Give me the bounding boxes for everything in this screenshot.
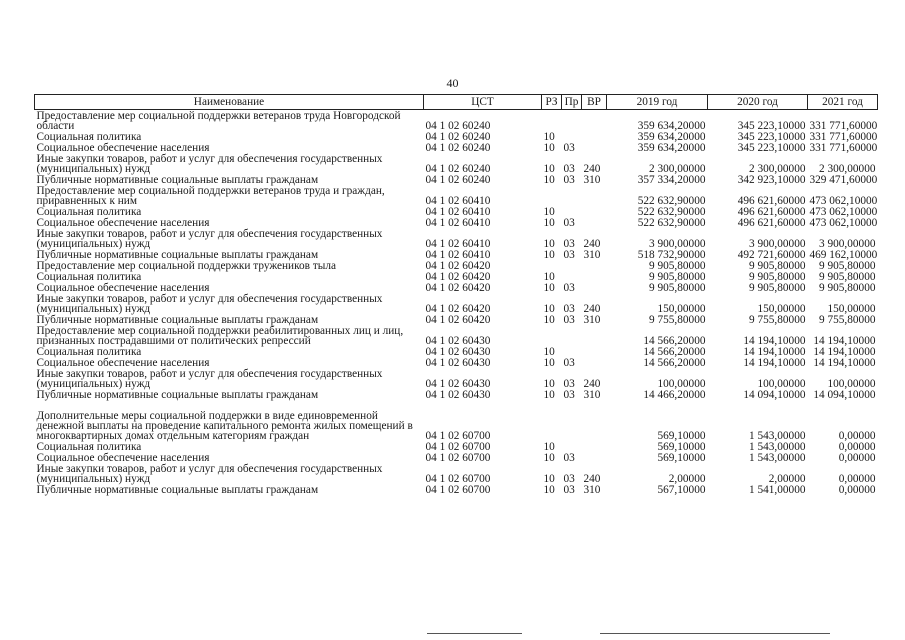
cell-amount-2020: 1 541,00000 <box>749 484 806 496</box>
cell-name: Публичные нормативные социальные выплаты гражданам <box>36 484 319 496</box>
cell-amount-2021: 100,00000 <box>827 378 876 390</box>
cell-pr: 03 <box>563 174 575 186</box>
cell-pr: 03 <box>563 452 575 464</box>
cell-pr: 03 <box>563 357 575 369</box>
header-2019: 2019 год <box>607 95 708 110</box>
cell-vr <box>582 282 607 293</box>
cell-amount-2021: 331 771,60000 <box>809 142 878 154</box>
cell-vr <box>582 142 607 153</box>
cell-name: Социальная политика <box>36 131 142 143</box>
header-2020: 2020 год <box>708 95 808 110</box>
cell-amount-2019: 522 632,90000 <box>637 217 706 229</box>
cell-rz: 10 <box>543 282 555 294</box>
table-row <box>35 400 878 441</box>
cell-amount-2021: 9 905,80000 <box>819 271 876 283</box>
cell-vr: 240 <box>583 473 601 485</box>
cell-amount-2019: 9 905,80000 <box>649 271 706 283</box>
cell-rz: 10 <box>543 303 555 315</box>
table-row <box>35 131 878 142</box>
table-row <box>35 206 878 217</box>
cell-amount-2021: 14 194,10000 <box>813 346 876 358</box>
cell-amount-2020: 496 621,60000 <box>737 195 806 207</box>
cell-rz: 10 <box>543 452 555 464</box>
cell-cst: 04 1 02 60420 <box>425 303 491 315</box>
cell-amount-2019: 522 632,90000 <box>637 195 706 207</box>
cell-pr: 03 <box>563 303 575 315</box>
cell-amount-2020: 345 223,10000 <box>737 142 806 154</box>
cell-pr <box>562 325 582 346</box>
cell-name: Социальное обеспечение населения <box>36 282 210 294</box>
cell-amount-2019: 14 566,20000 <box>643 335 706 347</box>
cell-amount-2021: 0,00000 <box>838 430 876 442</box>
cell-amount-2021: 9 755,80000 <box>819 314 876 326</box>
cell-amount-2020: 9 905,80000 <box>749 271 806 283</box>
table-row <box>35 368 878 389</box>
cell-rz: 10 <box>543 314 555 326</box>
cell-amount-2019: 150,00000 <box>657 303 706 315</box>
cell-amount-2020: 2 300,00000 <box>749 163 806 175</box>
cell-rz: 10 <box>543 142 555 154</box>
cell-name: Предоставление мер социальной поддержки ветеранов труда Новгородской области <box>36 110 401 132</box>
cell-rz <box>542 185 562 206</box>
cell-cst: 04 1 02 60430 <box>425 357 491 369</box>
header-cst: ЦСТ <box>424 95 542 110</box>
cell-amount-2020: 345 223,10000 <box>737 131 806 143</box>
cell-name: Публичные нормативные социальные выплаты гражданам <box>36 249 319 261</box>
table-row <box>35 357 878 368</box>
cell-amount-2020: 496 621,60000 <box>737 217 806 229</box>
cell-rz: 10 <box>543 484 555 496</box>
cell-amount-2020: 100,00000 <box>757 378 806 390</box>
cell-pr: 03 <box>563 249 575 261</box>
table-row <box>35 260 878 271</box>
cell-rz <box>542 325 562 346</box>
cell-cst: 04 1 02 60430 <box>425 389 491 401</box>
cell-amount-2019: 100,00000 <box>657 378 706 390</box>
cell-rz: 10 <box>543 271 555 283</box>
cell-amount-2019: 518 732,90000 <box>637 249 706 261</box>
cell-vr <box>582 271 607 282</box>
cell-amount-2019: 2,00000 <box>668 473 706 485</box>
cell-cst: 04 1 02 60240 <box>425 142 491 154</box>
header-2021: 2021 год <box>808 95 878 110</box>
table-row <box>35 346 878 357</box>
cell-amount-2020: 342 923,10000 <box>737 174 806 186</box>
cell-amount-2020: 14 194,10000 <box>743 357 806 369</box>
cell-amount-2020: 1 543,00000 <box>749 452 806 464</box>
cell-rz: 10 <box>543 249 555 261</box>
cell-pr: 03 <box>563 163 575 175</box>
cell-name: Социальная политика <box>36 271 142 283</box>
cell-cst: 04 1 02 60430 <box>425 378 491 390</box>
cell-rz: 10 <box>543 389 555 401</box>
cell-amount-2019: 359 634,20000 <box>637 120 706 132</box>
cell-amount-2021: 329 471,60000 <box>809 174 878 186</box>
cell-rz: 10 <box>543 163 555 175</box>
table-row <box>35 441 878 452</box>
cell-vr: 310 <box>583 174 601 186</box>
table-row <box>35 185 878 206</box>
header-name: Наименование <box>35 95 424 110</box>
cell-amount-2021: 2 300,00000 <box>819 163 876 175</box>
cell-name: Предоставление мер социальной поддержки тружеников тыла <box>36 260 336 272</box>
header-pr: Пр <box>562 95 582 110</box>
cell-rz: 10 <box>543 441 555 453</box>
cell-amount-2021: 3 900,00000 <box>819 238 876 250</box>
cell-amount-2021: 14 094,10000 <box>813 389 876 401</box>
cell-name: Иные закупки товаров, работ и услуг для обеспечения государственных (муниципальных) нужд <box>36 228 383 250</box>
cell-name: Публичные нормативные социальные выплаты гражданам <box>36 174 319 186</box>
table-row <box>35 282 878 293</box>
cell-pr: 03 <box>563 389 575 401</box>
cell-amount-2021: 331 771,60000 <box>809 120 878 132</box>
cell-vr <box>582 217 607 228</box>
cell-vr: 240 <box>583 238 601 250</box>
table-row <box>35 249 878 260</box>
cell-rz <box>542 260 562 271</box>
table-row <box>35 142 878 153</box>
cell-pr <box>562 110 582 132</box>
cell-pr: 03 <box>563 378 575 390</box>
cell-amount-2019: 359 634,20000 <box>637 131 706 143</box>
cell-cst: 04 1 02 60410 <box>425 217 491 229</box>
header-rz: РЗ <box>542 95 562 110</box>
cell-amount-2019: 14 566,20000 <box>643 346 706 358</box>
cell-amount-2020: 14 194,10000 <box>743 335 806 347</box>
cell-cst: 04 1 02 60420 <box>425 314 491 326</box>
cell-rz: 10 <box>543 217 555 229</box>
cell-cst: 04 1 02 60700 <box>425 473 491 485</box>
cell-vr <box>582 346 607 357</box>
cell-amount-2020: 345 223,10000 <box>737 120 806 132</box>
cell-vr: 310 <box>583 484 601 496</box>
cell-name: Предоставление мер социальной поддержки ветеранов труда и граждан, приравненных к ним <box>36 185 385 207</box>
cell-amount-2020: 2,00000 <box>768 473 806 485</box>
cell-vr <box>582 400 607 441</box>
cell-amount-2021: 0,00000 <box>838 473 876 485</box>
cell-pr <box>562 131 582 142</box>
cell-amount-2021: 9 905,80000 <box>819 260 876 272</box>
cell-pr: 03 <box>563 484 575 496</box>
cell-name: Социальное обеспечение населения <box>36 452 210 464</box>
cell-cst: 04 1 02 60700 <box>425 441 491 453</box>
cell-name: Социальная политика <box>36 206 142 218</box>
cell-cst: 04 1 02 60240 <box>425 120 491 132</box>
cell-rz <box>542 400 562 441</box>
cell-amount-2019: 357 334,20000 <box>637 174 706 186</box>
header-vr: ВР <box>582 95 607 110</box>
cell-amount-2019: 14 566,20000 <box>643 357 706 369</box>
table-row <box>35 217 878 228</box>
cell-cst: 04 1 02 60240 <box>425 174 491 186</box>
cell-amount-2020: 9 905,80000 <box>749 282 806 294</box>
cell-name: Дополнительные меры социальной поддержки в виде единовременной денежной выплаты на проведение капитального ремонта жилых помещений в многоквартирных домах отдельным категориям граждан <box>36 410 413 442</box>
cell-rz: 10 <box>543 357 555 369</box>
cell-pr: 03 <box>563 473 575 485</box>
cell-vr: 240 <box>583 378 601 390</box>
cell-vr <box>582 110 607 132</box>
cell-amount-2019: 569,10000 <box>657 452 706 464</box>
cell-vr: 310 <box>583 314 601 326</box>
cell-amount-2020: 1 543,00000 <box>749 441 806 453</box>
cell-pr <box>562 260 582 271</box>
cell-amount-2021: 150,00000 <box>827 303 876 315</box>
cell-vr <box>582 131 607 142</box>
cell-name: Социальное обеспечение населения <box>36 357 210 369</box>
cell-amount-2021: 473 062,10000 <box>809 195 878 207</box>
cell-pr: 03 <box>563 238 575 250</box>
cell-pr <box>562 400 582 441</box>
table-row <box>35 484 878 495</box>
cell-amount-2020: 3 900,00000 <box>749 238 806 250</box>
cell-amount-2020: 492 721,60000 <box>737 249 806 261</box>
cell-cst: 04 1 02 60240 <box>425 163 491 175</box>
table-row <box>35 153 878 174</box>
cell-pr <box>562 441 582 452</box>
cell-amount-2021: 473 062,10000 <box>809 206 878 218</box>
cell-amount-2021: 473 062,10000 <box>809 217 878 229</box>
cell-vr <box>582 325 607 346</box>
cell-name: Иные закупки товаров, работ и услуг для обеспечения государственных (муниципальных) нужд <box>36 463 383 485</box>
cell-pr: 03 <box>563 282 575 294</box>
cell-rz: 10 <box>543 346 555 358</box>
cell-amount-2020: 9 755,80000 <box>749 314 806 326</box>
table-row <box>35 293 878 314</box>
cell-name: Иные закупки товаров, работ и услуг для обеспечения государственных (муниципальных) нужд <box>36 293 383 315</box>
cell-name: Социальное обеспечение населения <box>36 217 210 229</box>
cell-amount-2019: 14 466,20000 <box>643 389 706 401</box>
cell-rz: 10 <box>543 206 555 218</box>
cell-name: Предоставление мер социальной поддержки реабилитированных лиц и лиц, признанных пострадавшими от политических репрессий <box>36 325 404 347</box>
table-row <box>35 314 878 325</box>
cell-cst: 04 1 02 60430 <box>425 346 491 358</box>
cell-amount-2019: 569,10000 <box>657 430 706 442</box>
cell-amount-2021: 14 194,10000 <box>813 335 876 347</box>
cell-name: Иные закупки товаров, работ и услуг для обеспечения государственных (муниципальных) нужд <box>36 153 383 175</box>
cell-rz <box>542 110 562 132</box>
table-row <box>35 271 878 282</box>
table-row <box>35 228 878 249</box>
cell-cst: 04 1 02 60410 <box>425 249 491 261</box>
cell-amount-2019: 359 634,20000 <box>637 142 706 154</box>
cell-cst: 04 1 02 60420 <box>425 260 491 272</box>
cell-rz: 10 <box>543 238 555 250</box>
cell-cst: 04 1 02 60410 <box>425 206 491 218</box>
cell-amount-2021: 331 771,60000 <box>809 131 878 143</box>
cell-vr <box>582 357 607 368</box>
cell-name: Иные закупки товаров, работ и услуг для обеспечения государственных (муниципальных) нужд <box>36 368 383 390</box>
cell-amount-2021: 14 194,10000 <box>813 357 876 369</box>
budget-table <box>34 94 878 495</box>
cell-cst: 04 1 02 60410 <box>425 195 491 207</box>
cell-pr: 03 <box>563 217 575 229</box>
footer-rule-right <box>600 633 830 634</box>
footer-rule-left <box>427 633 522 634</box>
cell-pr: 03 <box>563 314 575 326</box>
cell-amount-2020: 496 621,60000 <box>737 206 806 218</box>
table-header-row <box>35 95 878 110</box>
cell-name: Социальная политика <box>36 346 142 358</box>
cell-name: Социальное обеспечение населения <box>36 142 210 154</box>
cell-vr: 310 <box>583 389 601 401</box>
cell-cst: 04 1 02 60430 <box>425 335 491 347</box>
cell-cst: 04 1 02 60240 <box>425 131 491 143</box>
cell-rz: 10 <box>543 131 555 143</box>
table-row <box>35 452 878 463</box>
cell-vr: 240 <box>583 303 601 315</box>
table-row <box>35 110 878 132</box>
cell-amount-2019: 9 905,80000 <box>649 260 706 272</box>
cell-cst: 04 1 02 60420 <box>425 282 491 294</box>
cell-vr <box>582 185 607 206</box>
cell-amount-2020: 14 094,10000 <box>743 389 806 401</box>
cell-vr: 310 <box>583 249 601 261</box>
cell-pr <box>562 271 582 282</box>
cell-amount-2019: 567,10000 <box>657 484 706 496</box>
cell-amount-2020: 14 194,10000 <box>743 346 806 358</box>
cell-amount-2020: 1 543,00000 <box>749 430 806 442</box>
cell-name: Публичные нормативные социальные выплаты гражданам <box>36 314 319 326</box>
cell-rz: 10 <box>543 174 555 186</box>
cell-amount-2019: 2 300,00000 <box>649 163 706 175</box>
cell-amount-2019: 569,10000 <box>657 441 706 453</box>
cell-cst: 04 1 02 60700 <box>425 484 491 496</box>
cell-amount-2021: 9 905,80000 <box>819 282 876 294</box>
cell-amount-2019: 522 632,90000 <box>637 206 706 218</box>
page-number: 40 <box>446 76 459 90</box>
cell-amount-2019: 9 755,80000 <box>649 314 706 326</box>
cell-amount-2020: 150,00000 <box>757 303 806 315</box>
cell-amount-2021: 469 162,10000 <box>809 249 878 261</box>
cell-amount-2019: 9 905,80000 <box>649 282 706 294</box>
cell-vr <box>582 206 607 217</box>
cell-pr: 03 <box>563 142 575 154</box>
table-row <box>35 463 878 484</box>
cell-name: Социальная политика <box>36 441 142 453</box>
cell-cst: 04 1 02 60420 <box>425 271 491 283</box>
table-row <box>35 174 878 185</box>
cell-vr <box>582 441 607 452</box>
table-row <box>35 389 878 400</box>
cell-pr <box>562 346 582 357</box>
cell-vr <box>582 452 607 463</box>
cell-cst: 04 1 02 60700 <box>425 430 491 442</box>
cell-pr <box>562 206 582 217</box>
cell-amount-2020: 9 905,80000 <box>749 260 806 272</box>
cell-cst: 04 1 02 60410 <box>425 238 491 250</box>
cell-vr: 240 <box>583 163 601 175</box>
cell-rz: 10 <box>543 473 555 485</box>
cell-amount-2019: 3 900,00000 <box>649 238 706 250</box>
cell-name: Публичные нормативные социальные выплаты гражданам <box>36 389 319 401</box>
cell-cst: 04 1 02 60700 <box>425 452 491 464</box>
table-row <box>35 325 878 346</box>
cell-amount-2021: 0,00000 <box>838 441 876 453</box>
table-body <box>35 110 878 496</box>
cell-amount-2021: 0,00000 <box>838 452 876 464</box>
cell-pr <box>562 185 582 206</box>
cell-rz: 10 <box>543 378 555 390</box>
cell-amount-2021: 0,00000 <box>838 484 876 496</box>
cell-vr <box>582 260 607 271</box>
